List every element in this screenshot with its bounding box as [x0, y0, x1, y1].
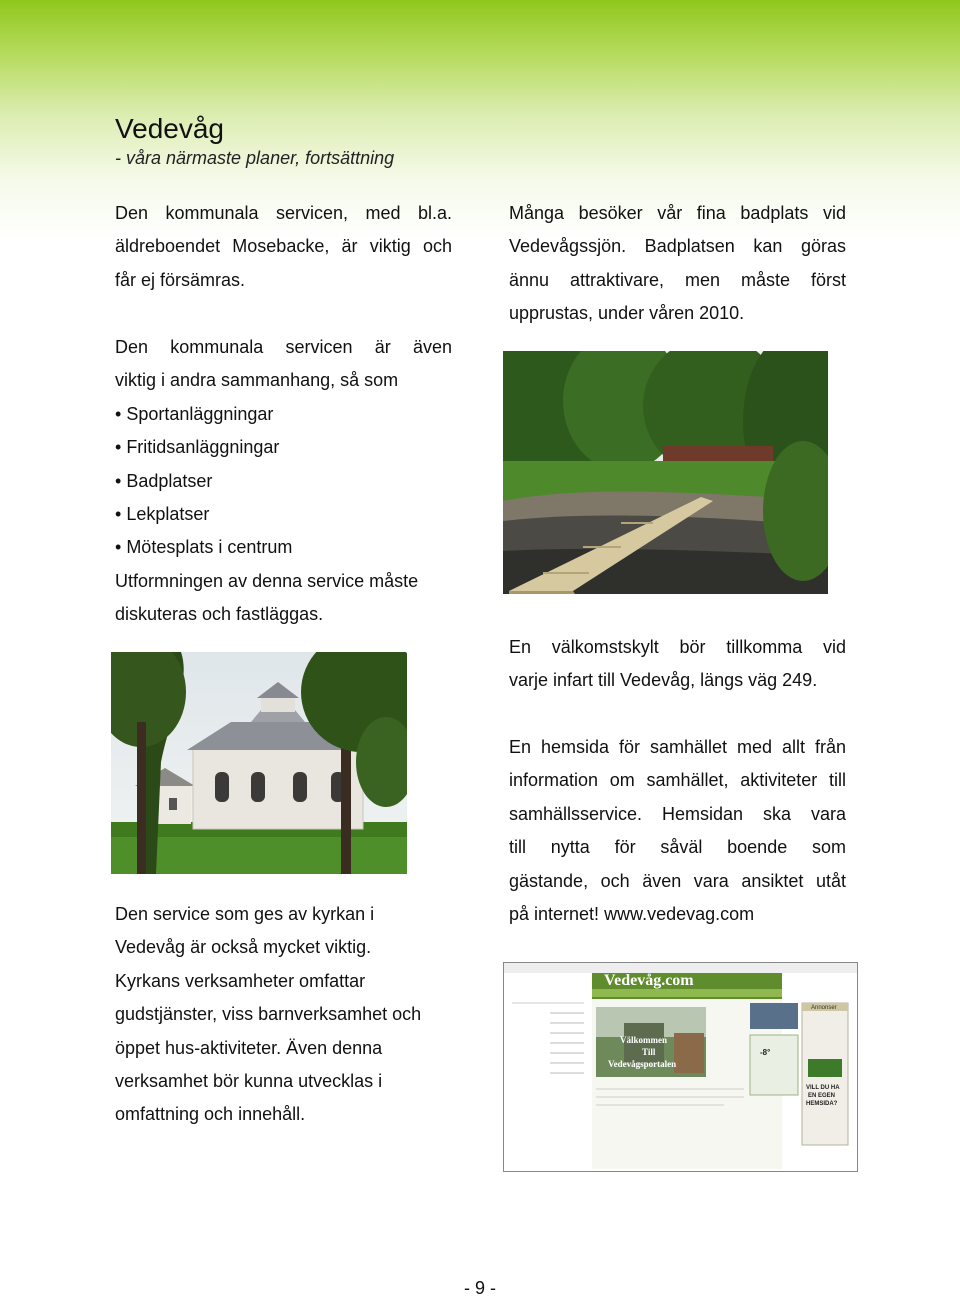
page-number: - 9 - [463, 1278, 496, 1298]
list-item: • Sportanläggningar [115, 398, 452, 431]
list-item: • Lekplatser [115, 498, 452, 531]
website-screenshot [503, 962, 858, 1172]
left-paragraph-1: Den kommunala servicen, med bl.a. äldreboendet Mosebacke, är viktig och får ej försämras. [115, 203, 452, 290]
website-ad-line-3: HEMSIDA? [806, 1101, 838, 1107]
website-logo-text: Vedevåg.com [604, 972, 694, 989]
right-paragraph-hemsida: En hemsida för samhället med allt från information om samhället, aktiviteter till samhällsservice. Hemsidan ska vara till nytta för såväl boende som gästande, och även vara ansiktet utåt på internet! www.vedevag.com [509, 737, 846, 925]
right-paragraph-skylt: En välkomstskylt bör tillkomma vid varje infart till Vedevåg, längs väg 249. [509, 637, 846, 691]
church-photo [111, 652, 407, 874]
website-ad-line-1: VILL DU HA [806, 1085, 840, 1091]
service-bullet-list [115, 398, 452, 565]
website-welcome-2: Till [642, 1047, 656, 1057]
list-item: • Mötesplats i centrum [115, 531, 452, 564]
right-paragraph-badplats: Många besöker vår fina badplats vid Vedevågssjön. Badplatsen kan göras ännu attraktivare, men måste först upprustas, under våren 2010. [509, 203, 846, 324]
page-subtitle: - våra närmaste planer, fortsättning [115, 148, 395, 168]
left-paragraph-2: Den kommunala servicen är även viktig i andra sammanhang, så som • Sportanläggningar • Fritidsanläggningar • Badplatser • Lekplatser • Mötesplats i centrum Utformningen av denna service måste diskuteras och fastläggas. [115, 331, 452, 632]
website-ad-header: Annonser [811, 1005, 837, 1011]
list-item: • Fritidsanläggningar [115, 431, 452, 464]
website-ad-line-2: EN EGEN [808, 1093, 836, 1099]
list-item: • Badplatser [115, 465, 452, 498]
beach-dock-photo [503, 351, 828, 594]
left-paragraph-church: Den service som ges av kyrkan i Vedevåg är också mycket viktig. Kyrkans verksamheter omfattar gudstjänster, viss barnverksamhet och öppet hus-aktiviteter. Även denna verksamhet bör kunna utvecklas i omfattning och innehåll. [115, 904, 422, 1125]
page-title: Vedevåg [115, 113, 224, 144]
website-welcome-1: Välkommen [620, 1035, 667, 1045]
website-weather-temp: -8° [760, 1048, 771, 1057]
website-welcome-3: Vedevågsportalen [608, 1059, 677, 1069]
